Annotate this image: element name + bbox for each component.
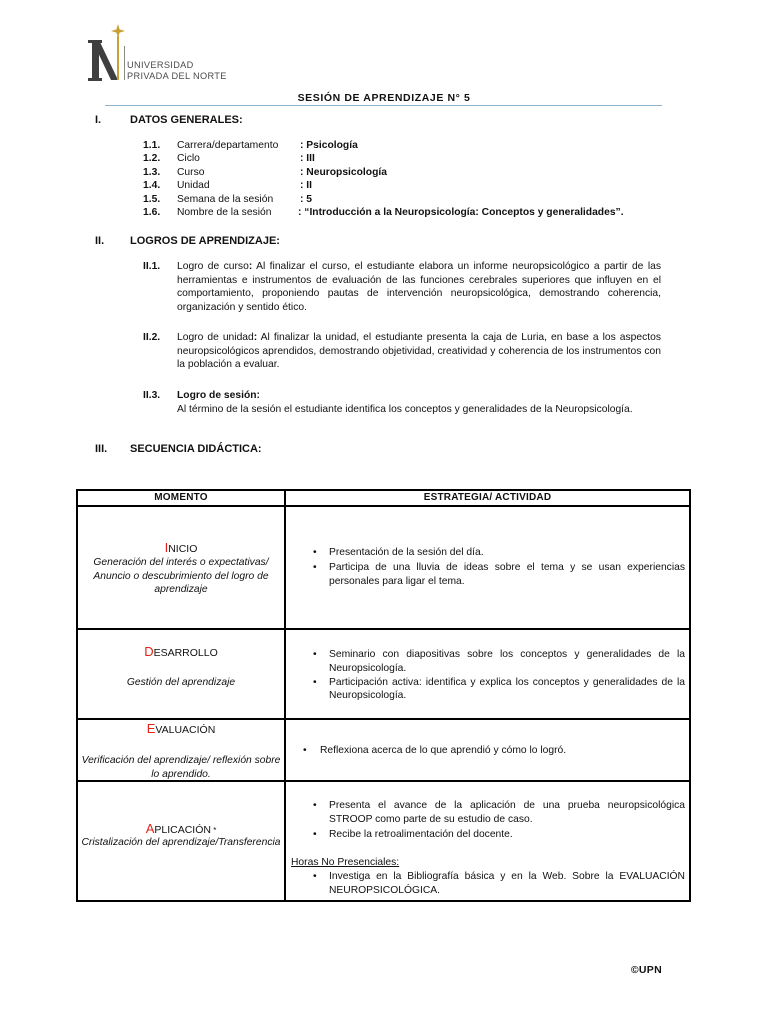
- item-value: : “Introducción a la Neuropsicología: Conceptos y generalidades”.: [298, 206, 624, 218]
- section-1-heading: [95, 113, 495, 127]
- goal-number: II.2.: [143, 332, 161, 343]
- logo-star-icon: [111, 24, 125, 38]
- moment-subtitle: Gestión del aprendizaje: [126, 677, 236, 688]
- title-rule: [105, 105, 662, 106]
- moment-subtitle: Generación del interés o expectativas/ Anuncio o descubrimiento del logro de aprendizaje: [93, 557, 269, 596]
- goal-colon: :: [248, 261, 253, 272]
- item-label: Ciclo: [177, 153, 200, 165]
- general-data-row: [143, 206, 673, 219]
- moment-subtitle: Verificación del aprendizaje/ reflexión sobre lo aprendido.: [81, 755, 281, 780]
- item-value: : II: [300, 180, 313, 192]
- logo-name-line2: PRIVADA DEL NORTE: [127, 71, 227, 81]
- item-number: 1.3.: [143, 166, 161, 178]
- strategy-list: [286, 648, 685, 703]
- section-2-title: LOGROS DE APRENDIZAJE:: [130, 235, 280, 247]
- logo-separator: [124, 46, 125, 80]
- moment-asterisk: *: [210, 826, 217, 835]
- goal-number: II.3.: [143, 390, 161, 401]
- didactic-sequence-table: [76, 489, 691, 902]
- moment-initial: D: [144, 644, 154, 659]
- section-3-title: SECUENCIA DIDÁCTICA:: [130, 443, 262, 455]
- moment-subtitle: Cristalización del aprendizaje/Transferencia: [81, 837, 281, 848]
- general-data-row: [143, 139, 673, 152]
- goal-text: Al finalizar el curso, el estudiante elabora un informe neuropsicológico a partir de las herramientas e instrumentos de evaluación de las funciones cerebrales superiores que influyen en el comportamiento, proponiendo pautas de intervención neuropsicológica, demostrando coherencia, organización y sentido ético.: [177, 261, 661, 314]
- table-header-moment: MOMENTO: [78, 491, 286, 507]
- section-3-heading: [95, 442, 495, 456]
- item-value: : 5: [300, 193, 313, 205]
- item-label: Nombre de la sesión: [177, 206, 272, 218]
- goal-text: Al finalizar la unidad, el estudiante presenta la caja de Luria, en base a los aspectos neuropsicológicos aprendidos, demostrando objetividad, creatividad y coherencia de los instrumentos con la población a evaluar.: [177, 332, 661, 371]
- item-number: 1.1.: [143, 140, 161, 151]
- upn-logo-icon: [84, 22, 126, 88]
- logo-gold-line: [117, 36, 119, 80]
- non-presential-list: [286, 870, 685, 898]
- goal-colon: :: [253, 332, 258, 343]
- goal-text: Al término de la sesión el estudiante identifica los conceptos y generalidades de la Neuropsicología.: [177, 403, 633, 415]
- moment-title: [81, 722, 281, 736]
- strategy-list: [286, 799, 685, 841]
- learning-goal-unit: [143, 331, 661, 372]
- goal-paragraph: [177, 260, 661, 315]
- strategy-bullet: • Participación activa: identifica y explica los conceptos y generalidades de la Neuropsicología.: [286, 676, 685, 704]
- item-value: : III: [300, 153, 315, 165]
- goal-label: Logro de sesión:: [177, 390, 260, 401]
- moment-rest: VALUACIÓN: [155, 724, 216, 736]
- strategy-cell-desarrollo: [286, 630, 691, 720]
- moment-initial: I: [164, 540, 169, 555]
- non-presential-hours-label: Horas No Presenciales:: [291, 857, 400, 869]
- strategy-bullet: • Seminario con diapositivas sobre los conceptos y generalidades de la Neuropsicología.: [286, 648, 685, 676]
- section-2-heading: [95, 234, 495, 248]
- general-data-row: [143, 152, 673, 165]
- strategy-bullet: • Presentación de la sesión del día.: [286, 546, 685, 560]
- moment-cell-evaluacion: [78, 720, 286, 782]
- strategy-bullet: • Presenta el avance de la aplicación de una prueba neuropsicológica STROOP como parte de su estudio de caso.: [286, 799, 685, 827]
- learning-goal-session: [143, 389, 661, 416]
- item-label: Unidad: [177, 180, 210, 192]
- item-value: : Neuropsicología: [300, 166, 387, 178]
- moment-rest: NICIO: [168, 543, 198, 555]
- item-value: : Psicología: [300, 140, 358, 151]
- section-1-number: I.: [95, 114, 102, 126]
- table-header-strategy: ESTRATEGIA/ ACTIVIDAD: [286, 491, 691, 507]
- strategy-cell-inicio: [286, 507, 691, 630]
- learning-goal-course: [143, 260, 661, 315]
- moment-title: [81, 822, 281, 836]
- university-logo: [84, 22, 244, 88]
- strategy-list: [286, 744, 685, 758]
- goal-number: II.1.: [143, 261, 161, 272]
- section-1-title: DATOS GENERALES:: [130, 114, 243, 126]
- general-data-row: [143, 166, 673, 179]
- goal-paragraph: [177, 389, 661, 416]
- goal-label: Logro de curso: [177, 261, 249, 272]
- moment-title: [81, 541, 281, 555]
- item-number: 1.5.: [143, 193, 161, 205]
- page-title: SESIÓN DE APRENDIZAJE N° 5: [297, 92, 471, 104]
- moment-initial: E: [146, 721, 156, 736]
- item-number: 1.6.: [143, 206, 161, 218]
- moment-rest: PLICACIÓN: [154, 824, 211, 836]
- moment-initial: A: [145, 821, 155, 836]
- general-data-row: [143, 179, 673, 192]
- strategy-cell-evaluacion: [286, 720, 691, 782]
- logo-name-line1: UNIVERSIDAD: [127, 60, 194, 70]
- item-label: Carrera/departamento: [177, 140, 279, 151]
- section-2-number: II.: [95, 235, 105, 247]
- moment-cell-aplicacion: [78, 782, 286, 902]
- moment-rest: ESARROLLO: [153, 647, 218, 659]
- strategy-bullet: • Investiga en la Bibliografía básica y en la Web. Sobre la EVALUACIÓN NEUROPSICOLÓGICA.: [286, 870, 685, 898]
- section-3-number: III.: [95, 443, 108, 455]
- moment-title: [81, 645, 281, 659]
- goal-label: Logro de unidad: [177, 332, 254, 343]
- general-data-list: [143, 139, 673, 219]
- strategy-list: [286, 546, 685, 588]
- moment-cell-inicio: [78, 507, 286, 630]
- moment-cell-desarrollo: [78, 630, 286, 720]
- goal-paragraph: [177, 331, 661, 372]
- strategy-cell-aplicacion: [286, 782, 691, 902]
- strategy-bullet: • Participa de una lluvia de ideas sobre el tema y se usan experiencias personales para ligar el tema.: [286, 561, 685, 589]
- item-number: 1.4.: [143, 180, 161, 192]
- strategy-bullet: • Recibe la retroalimentación del docente.: [286, 828, 685, 842]
- footer-copyright: ©UPN: [630, 964, 662, 976]
- logo-n-bottom-serif: [88, 78, 102, 81]
- item-label: Semana de la sesión: [177, 193, 274, 205]
- item-label: Curso: [177, 166, 205, 178]
- item-number: 1.2.: [143, 153, 161, 165]
- general-data-row: [143, 193, 673, 206]
- strategy-bullet: • Reflexiona acerca de lo que aprendió y cómo lo logró.: [286, 744, 685, 758]
